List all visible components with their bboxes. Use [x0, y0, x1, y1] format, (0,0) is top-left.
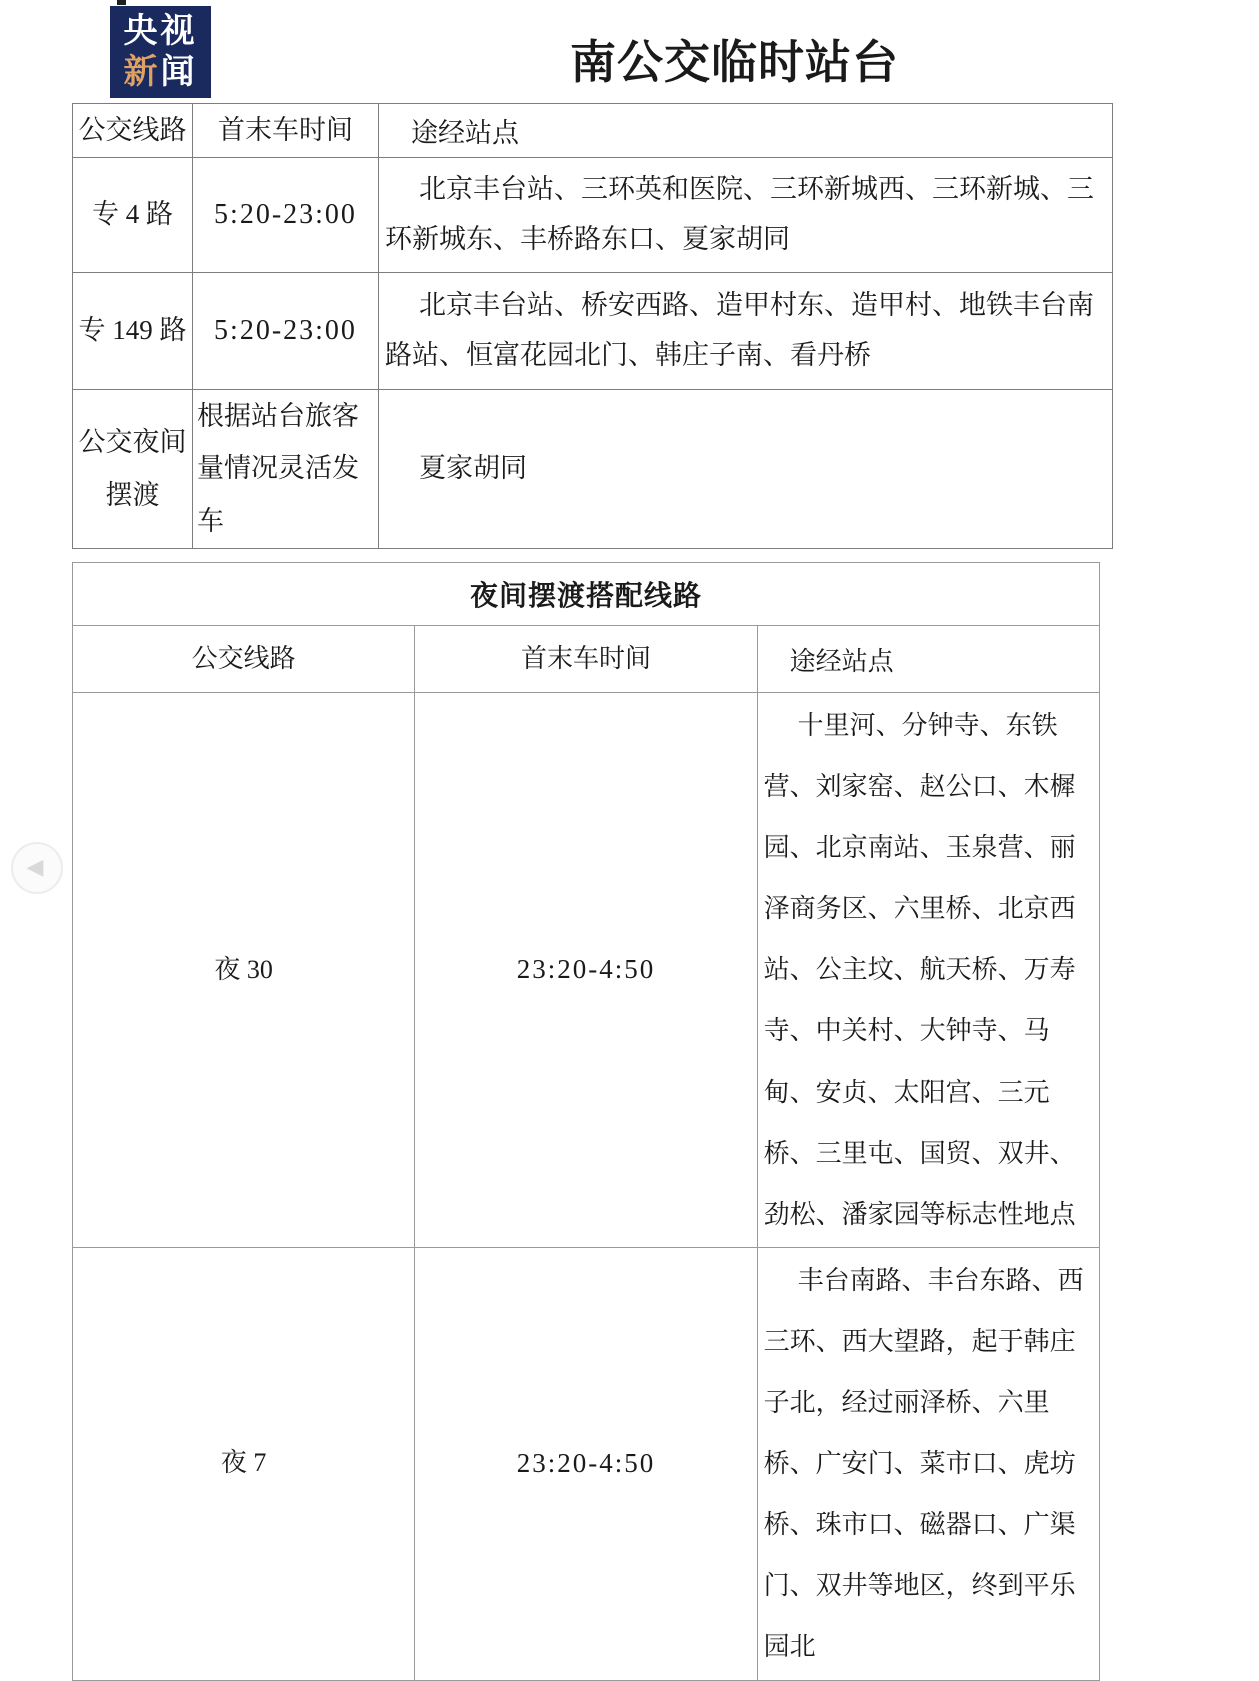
- table2-title-row: [73, 563, 1100, 626]
- time-cell: 23:20-4:50: [415, 1247, 757, 1680]
- logo-line-2: 新闻: [123, 53, 198, 91]
- table2-header-row: [73, 626, 1100, 693]
- stops-cell: 北京丰台站、桥安西路、造甲村东、造甲村、地铁丰台南路站、恒富花园北门、韩庄子南、看丹桥: [379, 272, 1113, 389]
- route-cell: 专 4 路: [73, 157, 193, 272]
- route-cell: 专 149 路: [73, 272, 193, 389]
- route-cell: 夜 30: [73, 693, 415, 1248]
- table1-row-zhuan149: [73, 272, 1113, 389]
- table1-row-zhuan4: [73, 157, 1113, 272]
- time-cell: 5:20-23:00: [193, 157, 379, 272]
- table2-title: 夜间摆渡搭配线路: [73, 563, 1100, 626]
- table1-row-night-shuttle: [73, 389, 1113, 548]
- table2-row-ye30: [73, 693, 1100, 1248]
- table1-header-row: [73, 104, 1113, 158]
- logo-accent-char: 新: [123, 53, 161, 91]
- table2-header-time: 首末车时间: [415, 626, 757, 693]
- cropped-edge-mark: [117, 0, 126, 5]
- left-arrow-icon: ◀: [26, 855, 44, 880]
- stops-cell: 十里河、分钟寺、东铁营、刘家窑、赵公口、木樨园、北京南站、玉泉营、丽泽商务区、六里桥、北京西站、公主坟、航天桥、万寿寺、中关村、大钟寺、马甸、安贞、太阳宫、三元桥、三里屯、国贸、双井、劲松、潘家园等标志性地点: [757, 693, 1099, 1248]
- logo-line-1: 央视: [123, 11, 198, 50]
- table2-header-stops: 途经站点: [757, 626, 1099, 693]
- route-cell: 夜 7: [73, 1247, 415, 1680]
- stops-cell: 夏家胡同: [379, 389, 1113, 548]
- temporary-platform-table: [72, 103, 1113, 549]
- time-cell: 根据站台旅客量情况灵活发车: [193, 389, 379, 548]
- previous-arrow-button[interactable]: [11, 842, 63, 894]
- table1-header-stops: 途经站点: [379, 104, 1113, 158]
- time-cell: 23:20-4:50: [415, 693, 757, 1248]
- cctv-news-logo: [110, 6, 211, 98]
- table1-header-time: 首末车时间: [193, 104, 379, 158]
- stops-cell: 丰台南路、丰台东路、西三环、西大望路，起于韩庄子北，经过丽泽桥、六里桥、广安门、菜市口、虎坊桥、珠市口、磁器口、广渠门、双井等地区，终到平乐园北: [757, 1247, 1099, 1680]
- page-title: 南公交临时站台: [570, 37, 899, 88]
- night-shuttle-matching-table: [72, 562, 1100, 1681]
- time-cell: 5:20-23:00: [193, 272, 379, 389]
- table2-row-ye7: [73, 1247, 1100, 1680]
- stops-cell: 北京丰台站、三环英和医院、三环新城西、三环新城、三环新城东、丰桥路东口、夏家胡同: [379, 157, 1113, 272]
- table2-header-route: 公交线路: [73, 626, 415, 693]
- route-cell: 公交夜间摆渡: [73, 389, 193, 548]
- table1-header-route: 公交线路: [73, 104, 193, 158]
